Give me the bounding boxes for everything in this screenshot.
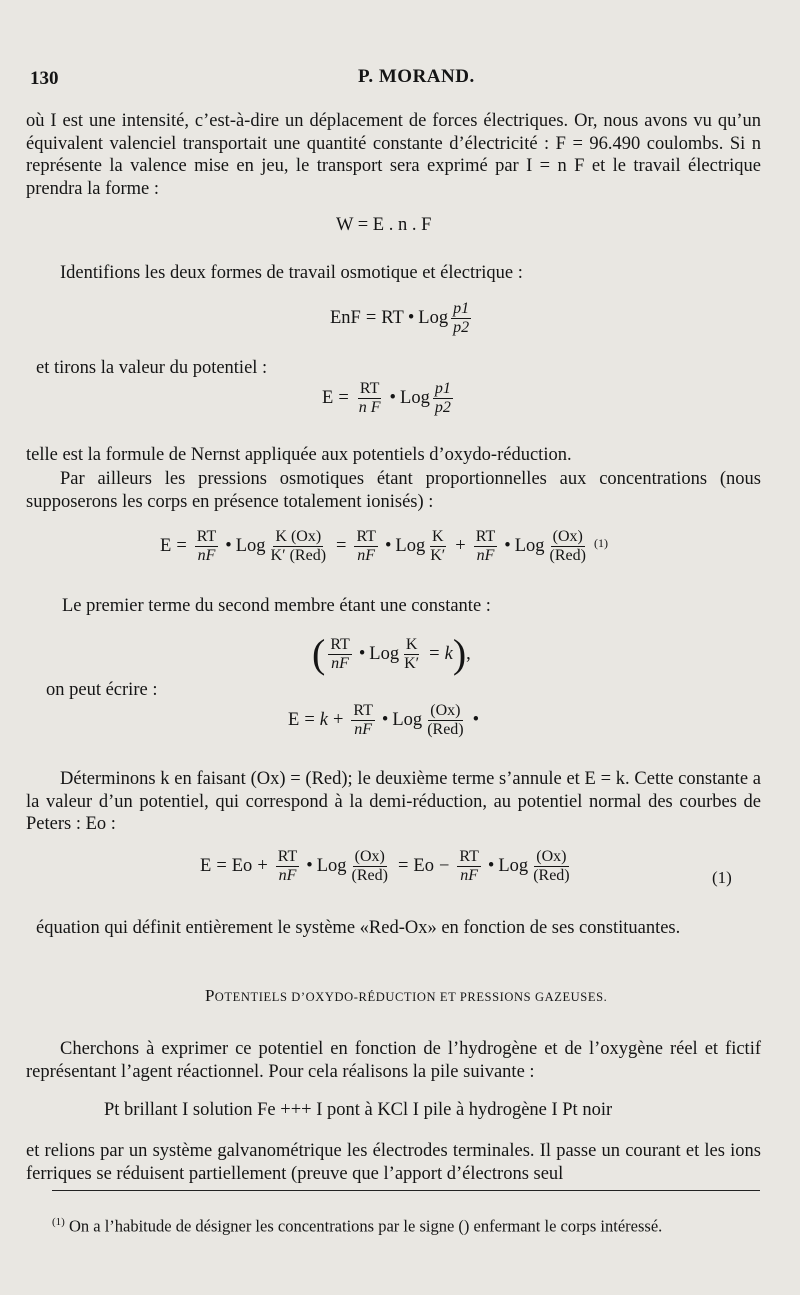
equation-number: (1): [712, 868, 732, 887]
paragraph-intensity: où I est une intensité, c’est-à-dire un déplacement de forces électriques. Or, nous avons vu qu’un équivalent valenciel transportait une quantité constante d’électricité : F = 96.490 coulombs. Si n représente la valence mise en jeu, le transport sera exprimé par I = n F et le travail électrique prendra la forme :: [26, 111, 761, 199]
equation-expanded: E = $\frac{RT}{nF}$ • Log $\frac{K (Ox)}{\text{K′ (Red)}}$ = $\frac{RT}{nF}$ • Log $\frac{K}{K'}$ + $\frac{RT}{nF}$ • Log $\frac{(Ox)}{\text{(Red)}}$ (1): [160, 528, 608, 564]
paragraph-search: Cherchons à exprimer ce potentiel en fonction de l’hydrogène et de l’oxygène réel et fictif représentant l’agent réactionnel. Pour cela réalisons la pile suivante :: [26, 1039, 761, 1082]
pile-description: Pt brillant I solution Fe +++ I pont à KCl I pile à hydrogène I Pt noir: [104, 1100, 613, 1120]
footnote-separator: [52, 1190, 760, 1191]
paragraph-write: on peut écrire :: [46, 680, 158, 700]
paragraph-constant: Le premier terme du second membre étant une constante :: [62, 596, 491, 616]
equation-e-k: E = k + $\frac{RT}{nF}$ • Log $\frac{(Ox)}{\text{(Red)}}$ •: [288, 702, 480, 738]
paragraph-osmotic: Par ailleurs les pressions osmotiques étant proportionnelles aux concentrations (nous supposerons les corps en présence totalement ionisés) :: [26, 469, 761, 512]
paragraph-equation-defines: équation qui définit entièrement le système «Red-Ox» en fonction de ses constituantes.: [36, 918, 681, 938]
footnote: $^{(1)}$ On a l’habitude de désigner les concentrations par le signe () enfermant le corps intéressé.: [52, 1216, 663, 1236]
section-title: POTENTIELS D’OXYDO-RÉDUCTION ET PRESSIONS GAZEUSES.: [205, 986, 608, 1005]
equation-eo: E = Eo + $\frac{RT}{nF}$ • Log $\frac{(Ox)}{\text{(Red)}}$ = Eo − $\frac{RT}{nF}$ • Log $\frac{(Ox)}{\text{(Red)}}$: [200, 848, 570, 884]
footnote-marker: (1): [52, 1216, 65, 1228]
paragraph-potential: et tirons la valeur du potentiel :: [36, 358, 268, 378]
page-number: 130: [30, 68, 59, 89]
paragraph-determine: Déterminons k en faisant (Ox) = (Red); le deuxième terme s’annule et E = k. Cette constante a la valeur d’un potentiel, qui correspond à la demi-réduction, au potentiel normal des courbes de Peters : Eo :: [26, 769, 761, 834]
equation-work: W = E . n . F: [336, 215, 432, 235]
footnote-reference: (1): [593, 536, 608, 550]
paragraph-nernst: telle est la formule de Nernst appliquée aux potentiels d’oxydo-réduction.: [26, 445, 572, 465]
paragraph-galvanometric: et relions par un système galvanométrique les électrodes terminales. Il passe un courant et les ions ferriques se réduisent partiellement (preuve que l’apport d’électrons seul: [26, 1141, 761, 1184]
equation-potential: E = $\frac{RT}{\text{n F}}$ • Log $\frac{p1}{p2}$: [322, 380, 451, 416]
page-header: [30, 66, 740, 92]
paragraph-identify: Identifions les deux formes de travail osmotique et électrique :: [60, 263, 523, 283]
equation-k: ( $\frac{RT}{nF}$ • Log $\frac{K}{K'}$ = k ) ,: [312, 631, 471, 676]
equation-enf: EnF = RT • Log $\frac{p1}{p2}$: [330, 300, 470, 336]
running-title: P. MORAND.: [358, 66, 475, 87]
fraction-p1-p2: $\frac{p1}{p2}$: [453, 300, 470, 336]
